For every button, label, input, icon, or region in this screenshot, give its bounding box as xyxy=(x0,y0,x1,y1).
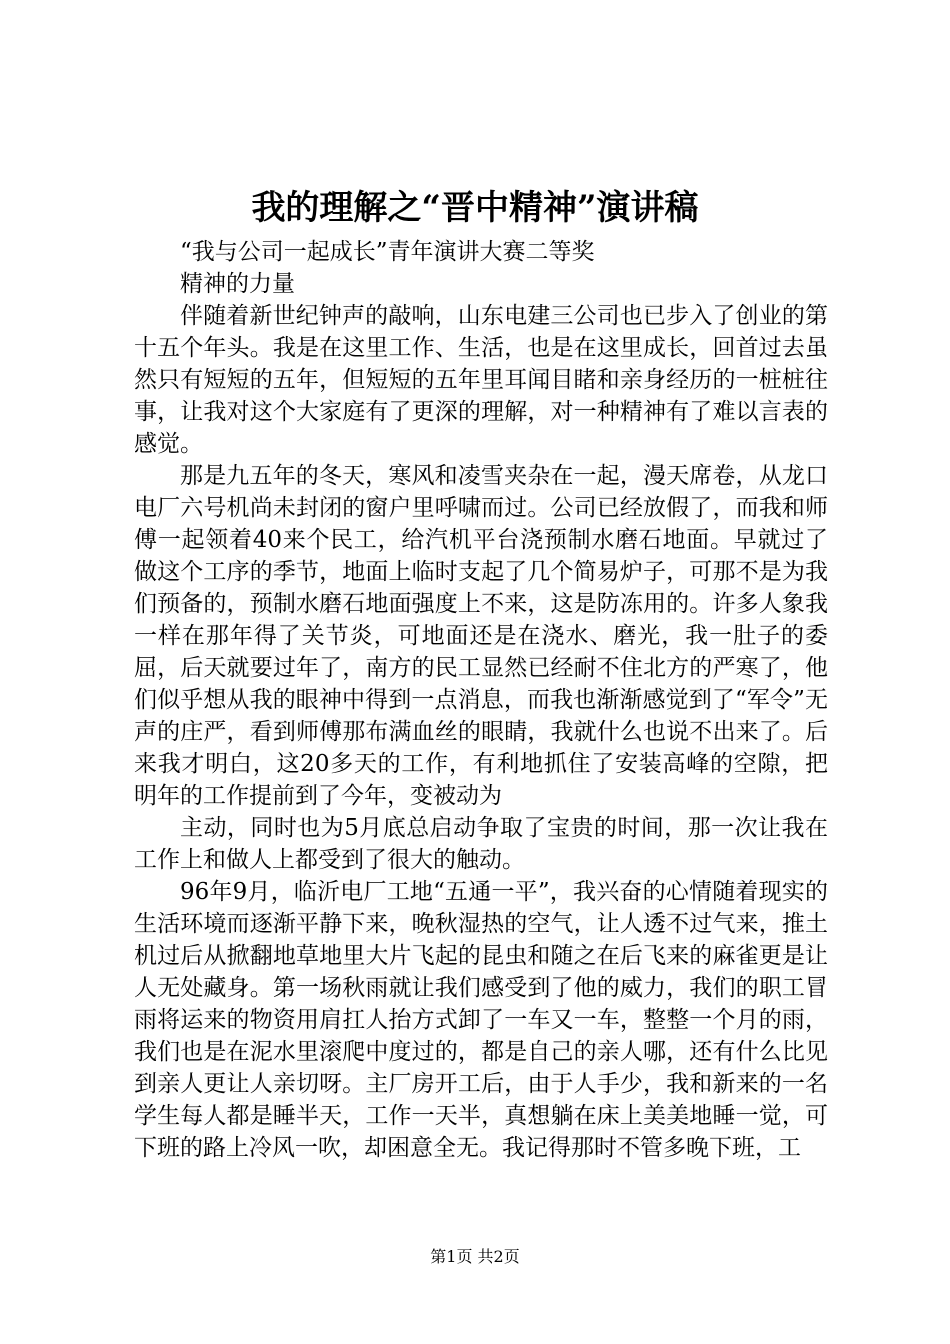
body-paragraph: 伴随着新世纪钟声的敲响，山东电建三公司也已步入了创业的第十五个年头。我是在这里工作、生活，也是在这里成长，回首过去虽然只有短短的五年，但短短的五年里耳闻目睹和亲身经历的一桩桩往事，让我对这个大家庭有了更深的理解，对一种精神有了难以言表的感觉。 xyxy=(134,303,828,457)
page-footer: 第1页 共2页 xyxy=(430,1247,520,1266)
section-heading: 精神的力量 xyxy=(180,271,295,297)
body-paragraph: 主动，同时也为5月底总启动争取了宝贵的时间，那一次让我在工作上和做人上都受到了很大的触动。 xyxy=(134,815,828,873)
document-title: 我的理解之“晋中精神”演讲稿 xyxy=(251,188,699,228)
document-body xyxy=(134,236,828,1164)
body-paragraph: 96年9月，临沂电厂工地“五通一平”，我兴奋的心情随着现实的生活环境而逐渐平静下来，晚秋湿热的空气，让人透不过气来，推土机过后从掀翻地草地里大片飞起的昆虫和随之在后飞来的麻雀更是让人无处藏身。第一场秋雨就让我们感受到了他的威力，我们的职工冒雨将运来的物资用肩扛人抬方式卸了一车又一车，整整一个月的雨，我们也是在泥水里滚爬中度过的，都是自己的亲人哪，还有什么比见到亲人更让人亲切呀。主厂房开工后，由于人手少，我和新来的一名学生每人都是睡半天，工作一天半，真想躺在床上美美地睡一觉，可下班的路上冷风一吹，却困意全无。我记得那时不管多晚下班，工 xyxy=(134,879,828,1161)
award-subtitle: “我与公司一起成长”青年演讲大赛二等奖 xyxy=(180,239,595,265)
body-paragraph: 那是九五年的冬天，寒风和凌雪夹杂在一起，漫天席卷，从龙口电厂六号机尚未封闭的窗户里呼啸而过。公司已经放假了，而我和师傅一起领着40来个民工，给汽机平台浇预制水磨石地面。早就过了做这个工序的季节，地面上临时支起了几个简易炉子，可那不是为我们预备的，预制水磨石地面强度上不来，这是防冻用的。许多人象我一样在那年得了关节炎，可地面还是在浇水、磨光，我一肚子的委屈，后天就要过年了，南方的民工显然已经耐不住北方的严寒了，他们似乎想从我的眼神中得到一点消息，而我也渐渐感觉到了“军令”无声的庄严，看到师傅那布满血丝的眼睛，我就什么也说不出来了。后来我才明白，这20多天的工作，有利地抓住了安装高峰的空隙，把明年的工作提前到了今年，变被动为 xyxy=(134,463,828,809)
